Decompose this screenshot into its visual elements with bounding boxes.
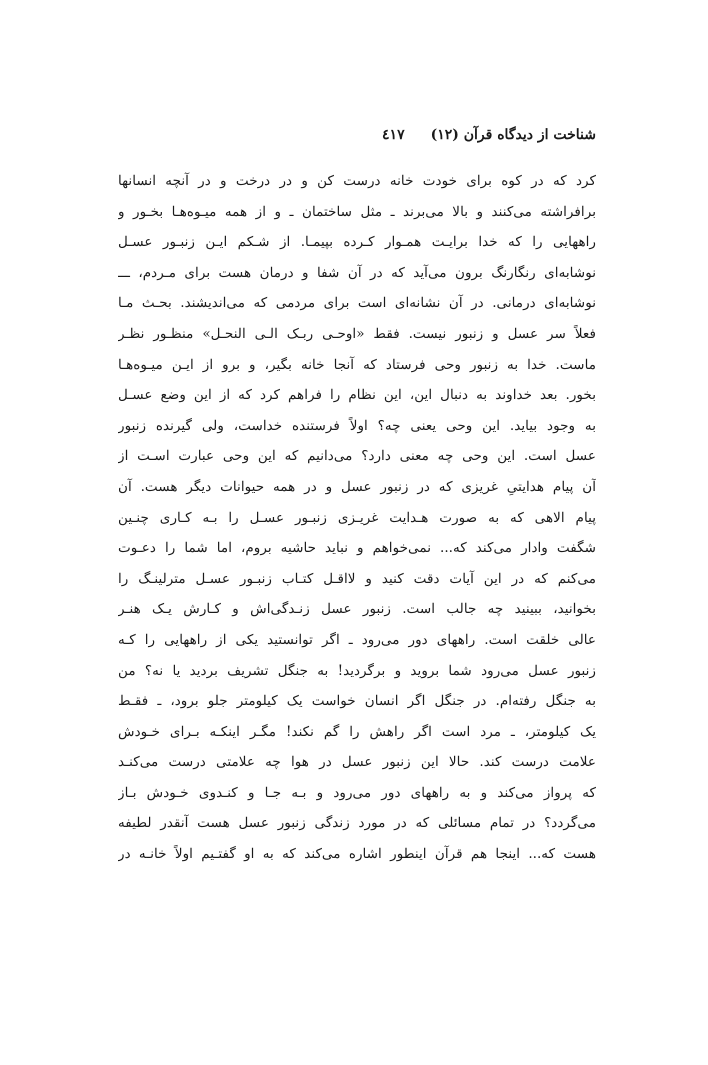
- page-number: ٤١٧: [382, 127, 405, 143]
- running-header-title: شناخت از دیدگاه قرآن (١٢): [430, 127, 596, 143]
- text-line: زنبور عسل می‌رود شما بروید و برگردید! به جنگل تشریف بردید یا نه؟ من: [118, 662, 596, 679]
- text-line: نوشابه‌ای رنگارنگ برون می‌آید که در آن شفا و درمان هست برای مـردم، ـــ: [118, 264, 596, 281]
- text-line: بخور. بعد خداوند به دنبال این، این نظام را فراهم کرد که از این وضع عسـل: [118, 387, 596, 404]
- text-line: آن پیام هدایتیِ غریزی که در زنبور عسل و در همه حیوانات دیگر هست. آن: [118, 478, 596, 495]
- text-line: شگفت وادار می‌کند که... نمی‌خواهم و نباید حاشیه بروم، اما شما را دعـوت: [118, 540, 596, 557]
- body-text: [118, 166, 596, 870]
- text-line: می‌کنم که در این آیات دقت کنید و لااقـل کتـاب زنبـور عسـل مترلینـگ را: [118, 570, 596, 587]
- text-line: عسل است. این وحی چه معنی دارد؟ می‌دانیم که این وحی عبارت اسـت از: [118, 448, 596, 465]
- text-line: علامت درست کند. حالا این زنبور عسل در هوا چه علامتی درست می‌کنـد: [118, 754, 596, 771]
- text-line: عالی خلقت است. راههای دور می‌رود ـ اگر توانستید یکی از راههایی را کـه: [118, 631, 596, 648]
- text-line: راههایی را که خدا برایـت همـوار کـرده بپیمـا. از شـکم ایـن زنبـور عسـل: [118, 234, 596, 251]
- text-line: به جنگل رفته‌ام. در جنگل اگر انسان خواست یک کیلومتر جلو برود، ـ فقـط: [118, 693, 596, 710]
- text-line: بخوانید، ببینید چه جالب است. زنبور عسل زنـدگی‌اش و کـارش یـک هنـر: [118, 601, 596, 618]
- text-line: که پرواز می‌کند و به راههای دور می‌رود و بـه جـا و کنـدوی خـودش بـاز: [118, 784, 596, 801]
- text-line: می‌گردد؟ در تمام مسائلی که در مورد زندگی زنبور عسل هست آنقدر لطیفه: [118, 815, 596, 832]
- text-line: به وجود بیاید. این وحی یعنی چه؟ اولاً فرستنده خداست، ولی گیرنده زنبور: [118, 417, 596, 434]
- text-line: فعلاً سر عسل و زنبور نیست. فقط «اوحـی ربـک الـی النحـل» منظـور نظـر: [118, 325, 596, 342]
- text-line: پیام الاهی که به صورت هـدایت غریـزی زنبـور عسـل را بـه کـاری چنـین: [118, 509, 596, 526]
- text-line: نوشابه‌ای درمانی. در آن نشانه‌ای است برای مردمی که می‌اندیشند. بحـث مـا: [118, 295, 596, 312]
- text-line: کرد که در کوه برای خودت خانه درست کن و در درخت و در آنچه انسانها: [118, 173, 596, 189]
- text-line: یک کیلومتر، ـ مرد است اگر راهش را گم نکند! مگـر اینکـه بـرای خـودش: [118, 723, 596, 740]
- running-header: [118, 122, 596, 148]
- text-line: ماست. خدا به زنبور وحی فرستاد که آنجا خانه بگیر، و برو از ایـن میـوه‌هـا: [118, 356, 596, 373]
- text-line: برافراشته می‌کنند و بالا می‌برند ـ مثل ساختمان ـ و از همه میـوه‌هـا بخـور و: [118, 203, 596, 220]
- text-line: هست که... اینجا هم قرآن اینطور اشاره می‌کند که به او گفتـیم اولاً خانـه در: [118, 846, 596, 863]
